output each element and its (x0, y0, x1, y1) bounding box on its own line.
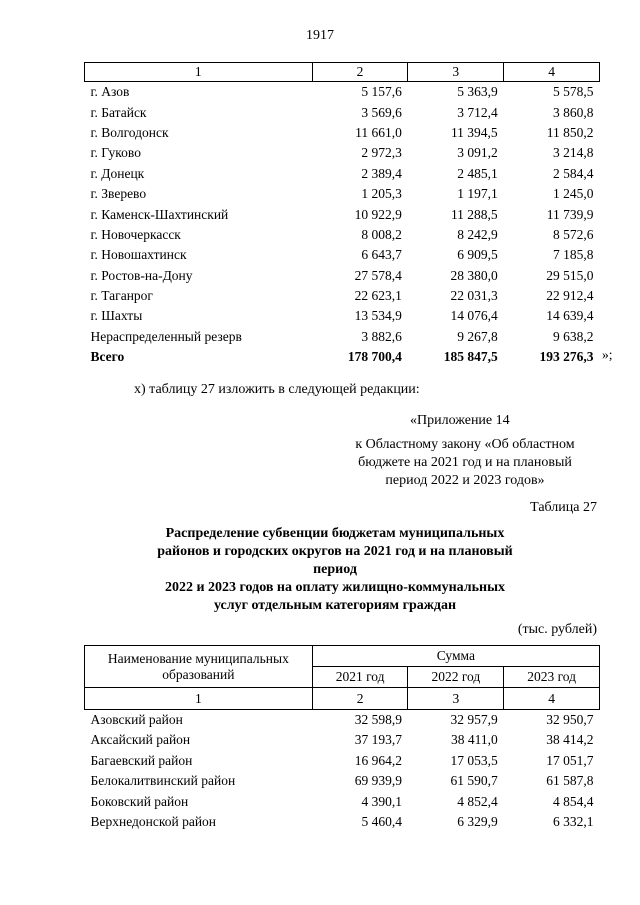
table-row (85, 751, 600, 771)
header-line: образований (162, 666, 235, 682)
table-row (85, 143, 600, 163)
table-row (85, 204, 600, 224)
value-cell: 22 031,3 (450, 288, 498, 304)
page-number: 1917 (306, 28, 334, 43)
row-name: Боковский район (90, 793, 189, 809)
total-value: 178 700,4 (347, 349, 402, 365)
value-cell: 4 390,1 (361, 793, 402, 809)
table-row (85, 709, 600, 730)
title-line: районов и городских округов на 2021 год и на плановый период (157, 544, 513, 577)
value-cell: 9 267,8 (457, 328, 498, 344)
value-cell: 10 922,9 (354, 206, 402, 222)
table-row (85, 771, 600, 791)
value-cell: 5 363,9 (457, 84, 498, 100)
title-line: услуг отдельным категориям граждан (213, 598, 457, 613)
value-cell: 6 643,7 (361, 247, 402, 263)
header-cell: 3 (408, 63, 504, 82)
value-cell: 11 739,9 (546, 206, 594, 222)
total-value: 193 276,3 (539, 349, 594, 365)
value-cell: 8 242,9 (457, 226, 498, 242)
value-cell: 27 578,4 (354, 267, 402, 283)
value-cell: 32 950,7 (546, 711, 594, 727)
appendix-line: бюджете на 2021 год и на плановый (358, 455, 572, 470)
table-row (85, 730, 600, 750)
header-cell: 4 (504, 63, 600, 82)
value-cell: 3 860,8 (553, 104, 594, 120)
table-row (85, 225, 600, 245)
row-name: Белокалитвинский район (90, 773, 236, 789)
title-line: Распределение субвенции бюджетам муниципальных (165, 526, 505, 541)
appendix-line: период 2022 и 2023 годов» (385, 473, 545, 488)
value-cell: 69 939,9 (354, 773, 402, 789)
table-row (85, 184, 600, 204)
value-cell: 4 852,4 (457, 793, 498, 809)
header-cell: 2 (312, 63, 408, 82)
table-number: Таблица 27 (530, 500, 597, 515)
subsidy-table (84, 645, 600, 832)
value-cell: 38 411,0 (450, 732, 498, 748)
row-name: г. Волгодонск (90, 124, 169, 140)
row-name: г. Азов (90, 84, 130, 100)
value-cell: 3 712,4 (457, 104, 498, 120)
row-name: г. Донецк (90, 165, 145, 181)
value-cell: 61 590,7 (450, 773, 498, 789)
row-name: г. Батайск (90, 104, 147, 120)
value-cell: 3 091,2 (457, 145, 498, 161)
value-cell: 5 460,4 (361, 813, 402, 829)
column-number: 2 (312, 688, 408, 709)
value-cell: 17 053,5 (450, 752, 498, 768)
year-header: 2021 год (312, 667, 408, 688)
row-name: Нераспределенный резерв (90, 328, 242, 344)
value-cell: 3 569,6 (361, 104, 402, 120)
value-cell: 6 909,5 (457, 247, 498, 263)
value-cell: 9 638,2 (553, 328, 594, 344)
value-cell: 38 414,2 (546, 732, 594, 748)
value-cell: 22 623,1 (354, 288, 402, 304)
row-name: Багаевский район (90, 752, 193, 768)
sum-header: Сумма (312, 646, 599, 667)
value-cell: 14 076,4 (450, 308, 498, 324)
value-cell: 13 534,9 (354, 308, 402, 324)
table-row (85, 102, 600, 122)
header-line: Наименование муниципальных (107, 650, 289, 666)
table-header-row (85, 63, 600, 82)
table-row (85, 306, 600, 326)
table-row (85, 327, 600, 347)
total-value: 185 847,5 (443, 349, 498, 365)
row-name: г. Таганрог (90, 288, 153, 304)
header-cell: 1 (85, 63, 313, 82)
row-name: г. Шахты (90, 308, 143, 324)
value-cell: 5 578,5 (553, 84, 594, 100)
value-cell: 11 394,5 (450, 124, 498, 140)
table-row (85, 245, 600, 265)
table-row (85, 164, 600, 184)
value-cell: 29 515,0 (546, 267, 594, 283)
name-header (85, 646, 313, 688)
value-cell: 22 912,4 (546, 288, 594, 304)
value-cell: 11 661,0 (355, 124, 402, 140)
column-number-row (85, 688, 600, 709)
row-name: г. Новошахтинск (90, 247, 187, 263)
year-header: 2022 год (408, 667, 504, 688)
value-cell: 1 205,3 (361, 186, 402, 202)
row-name: Верхнедонской район (90, 813, 217, 829)
value-cell: 17 051,7 (546, 752, 594, 768)
appendix-label: «Приложение 14 (410, 413, 510, 428)
table-row (85, 82, 600, 103)
row-name: Азовский район (90, 711, 183, 727)
total-label: Всего (90, 349, 125, 365)
value-cell: 28 380,0 (450, 267, 498, 283)
value-cell: 1 197,1 (457, 186, 498, 202)
appendix-reference (330, 436, 600, 490)
value-cell: 14 639,4 (546, 308, 594, 324)
value-cell: 2 389,4 (361, 165, 402, 181)
row-name: г. Гуково (90, 145, 141, 161)
value-cell: 32 957,9 (450, 711, 498, 727)
year-header: 2023 год (504, 667, 600, 688)
amendment-paragraph: х) таблицу 27 изложить в следующей редакции: (134, 382, 420, 397)
row-name: г. Каменск-Шахтинский (90, 206, 229, 222)
value-cell: 11 850,2 (546, 124, 594, 140)
value-cell: 1 245,0 (553, 186, 594, 202)
column-number: 4 (504, 688, 600, 709)
column-number: 3 (408, 688, 504, 709)
table-row (85, 791, 600, 811)
value-cell: 7 185,8 (553, 247, 594, 263)
table-row (85, 812, 600, 832)
table-row (85, 266, 600, 286)
total-row (85, 347, 600, 367)
row-name: г. Новочеркасск (90, 226, 181, 242)
table-row (85, 286, 600, 306)
table-title (140, 525, 530, 615)
value-cell: 8 572,6 (553, 226, 594, 242)
column-number: 1 (85, 688, 313, 709)
value-cell: 3 882,6 (361, 328, 402, 344)
row-name: г. Зверево (90, 186, 147, 202)
table-header-row (85, 646, 600, 667)
value-cell: 11 288,5 (450, 206, 498, 222)
row-name: Аксайский район (90, 732, 191, 748)
title-line: 2022 и 2023 годов на оплату жилищно-коммунальных (164, 580, 506, 595)
municipal-table-continued (84, 62, 600, 367)
value-cell: 32 598,9 (354, 711, 402, 727)
value-cell: 61 587,8 (546, 773, 594, 789)
value-cell: 2 485,1 (457, 165, 498, 181)
value-cell: 16 964,2 (354, 752, 402, 768)
value-cell: 2 972,3 (361, 145, 402, 161)
appendix-line: к Областному закону «Об областном (355, 437, 575, 452)
value-cell: 3 214,8 (553, 145, 594, 161)
value-cell: 6 332,1 (553, 813, 594, 829)
table-row (85, 123, 600, 143)
closing-quote: »; (602, 347, 613, 362)
value-cell: 4 854,4 (553, 793, 594, 809)
value-cell: 8 008,2 (361, 226, 402, 242)
units-label: (тыс. рублей) (517, 622, 597, 637)
row-name: г. Ростов-на-Дону (90, 267, 193, 283)
value-cell: 2 584,4 (553, 165, 594, 181)
value-cell: 6 329,9 (457, 813, 498, 829)
value-cell: 37 193,7 (354, 732, 402, 748)
value-cell: 5 157,6 (361, 84, 402, 100)
